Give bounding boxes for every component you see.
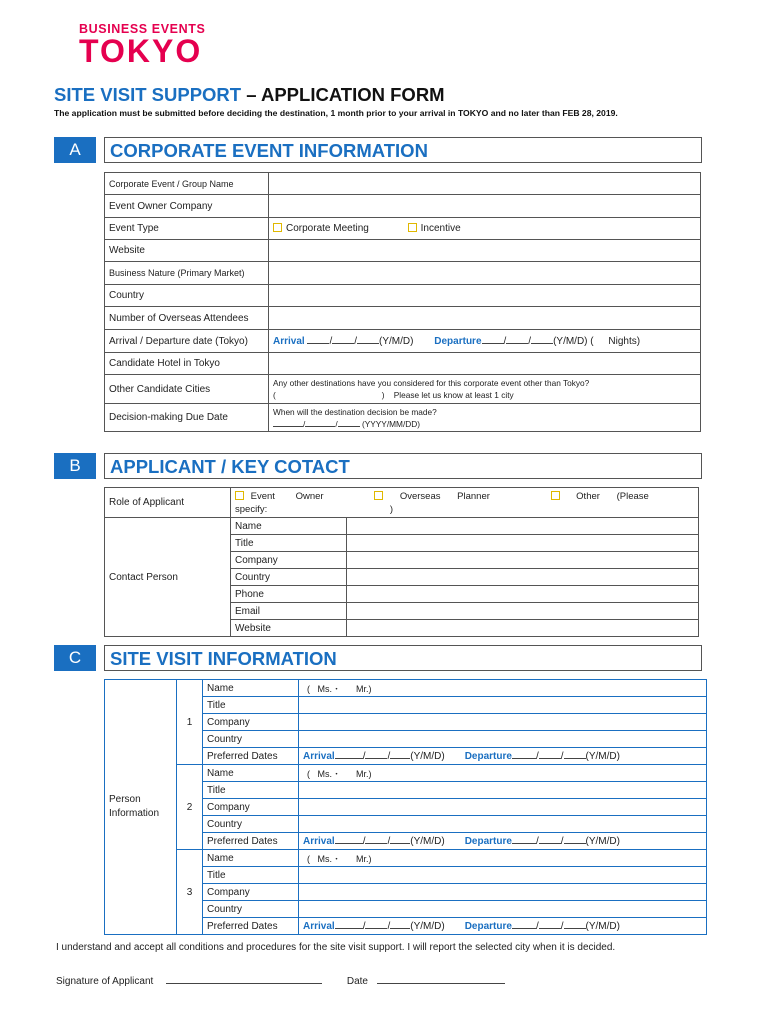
group-name-label: Corporate Event / Group Name xyxy=(105,173,269,195)
person-2-title-field[interactable] xyxy=(299,782,707,799)
contact-person-label: Contact Person xyxy=(105,518,231,637)
person-3-company-field[interactable] xyxy=(299,884,707,901)
person-2-company-field[interactable] xyxy=(299,799,707,816)
attendees-label: Number of Overseas Attendees xyxy=(105,307,269,330)
contact-website-field[interactable] xyxy=(347,620,699,637)
arrival-format: (Y/M/D) xyxy=(379,336,414,347)
role-options xyxy=(231,488,699,518)
person-2-title-label: Title xyxy=(203,782,299,799)
section-b-letter: B xyxy=(54,453,96,479)
person-3-dates-field[interactable]: Arrival / / (Y/M/D) Departure / / (Y/M/D) xyxy=(299,918,707,935)
departure-label: Departure xyxy=(434,336,482,347)
contact-company-label: Company xyxy=(231,552,347,569)
role-option2a: Overseas xyxy=(399,491,441,502)
section-c-title: SITE VISIT INFORMATION xyxy=(104,645,702,671)
person-3-dates-label: Preferred Dates xyxy=(203,918,299,935)
group-name-field[interactable] xyxy=(269,173,701,195)
person-info-label xyxy=(105,680,177,935)
hotel-label: Candidate Hotel in Tokyo xyxy=(105,353,269,375)
person-3-name-field[interactable]: ( Ms.・ Mr.) xyxy=(299,850,707,867)
event-owner-checkbox[interactable] xyxy=(235,491,244,500)
person-2-dates-label: Preferred Dates xyxy=(203,833,299,850)
person-1-company-field[interactable] xyxy=(299,714,707,731)
corporate-meeting-label: Corporate Meeting xyxy=(286,223,369,234)
person-3-number: 3 xyxy=(177,850,203,935)
decision-question: When will the destination decision be made? xyxy=(273,406,437,417)
person-1-company-label: Company xyxy=(203,714,299,731)
logo-main-text: TOKYO xyxy=(79,33,203,69)
signature-field[interactable] xyxy=(166,974,322,984)
person-info-label-line1: Person xyxy=(109,794,141,805)
contact-phone-field[interactable] xyxy=(347,586,699,603)
person-3-country-field[interactable] xyxy=(299,901,707,918)
signature-row xyxy=(56,974,505,987)
person-info-label-line2: Information xyxy=(109,808,160,819)
form-title-part2: – APPLICATION FORM xyxy=(241,84,445,105)
contact-country-field[interactable] xyxy=(347,569,699,586)
contact-title-field[interactable] xyxy=(347,535,699,552)
person-1-title-field[interactable] xyxy=(299,697,707,714)
overseas-planner-checkbox[interactable] xyxy=(374,491,383,500)
person-3-company-label: Company xyxy=(203,884,299,901)
form-title xyxy=(54,84,445,106)
role-option3b: (Please xyxy=(616,491,649,502)
departure-format: (Y/M/D) ( xyxy=(553,336,594,347)
person-3-name-label: Name xyxy=(203,850,299,867)
dates-label: Arrival / Departure date (Tokyo) xyxy=(105,330,269,353)
contact-company-field[interactable] xyxy=(347,552,699,569)
person-2-name-field[interactable]: ( Ms.・ Mr.) xyxy=(299,765,707,782)
form-title-part1: SITE VISIT SUPPORT xyxy=(54,84,242,105)
person-1-name-label: Name xyxy=(203,680,299,697)
signature-label: Signature of Applicant xyxy=(56,976,154,987)
corporate-event-table xyxy=(104,172,701,432)
contact-phone-label: Phone xyxy=(231,586,347,603)
person-3-country-label: Country xyxy=(203,901,299,918)
role-specify: specify: xyxy=(235,504,268,515)
section-a-letter: A xyxy=(54,137,96,163)
decision-field[interactable]: When will the destination decision be made? / / (YYYY/MM/DD) xyxy=(269,404,701,432)
role-option2b: Planner xyxy=(457,491,490,502)
person-2-dates-field[interactable]: Arrival / / (Y/M/D) Departure / / (Y/M/D) xyxy=(299,833,707,850)
event-type-label: Event Type xyxy=(105,218,269,240)
logo-top-text: BUSINESS EVENTS xyxy=(79,22,206,36)
corporate-meeting-checkbox[interactable] xyxy=(273,223,282,232)
decision-format: (YYYY/MM/DD) xyxy=(361,418,421,429)
date-field[interactable] xyxy=(377,974,505,984)
country-field[interactable] xyxy=(269,285,701,307)
person-1-number: 1 xyxy=(177,680,203,765)
person-1-country-label: Country xyxy=(203,731,299,748)
role-option1b: Owner xyxy=(295,491,324,502)
person-3-title-label: Title xyxy=(203,867,299,884)
person-1-dates-field[interactable]: Arrival / / (Y/M/D) Departure / / (Y/M/D) xyxy=(299,748,707,765)
person-1-title-label: Title xyxy=(203,697,299,714)
section-c-letter: C xyxy=(54,645,96,671)
decision-label: Decision-making Due Date xyxy=(105,404,269,432)
person-2-number: 2 xyxy=(177,765,203,850)
other-cities-field[interactable]: Any other destinations have you considered for this corporate event other than Tokyo? ( ) Please let us know at least 1 city xyxy=(269,375,701,404)
attendees-field[interactable] xyxy=(269,307,701,330)
submission-notice: The application must be submitted before deciding the destination, 1 month prior to your arrival in TOKYO and no later than FEB 28, 2019. xyxy=(54,108,618,118)
event-type-options xyxy=(269,218,701,240)
incentive-checkbox[interactable] xyxy=(408,223,417,232)
other-cities-hint: Please let us know at least 1 city xyxy=(393,390,514,400)
role-option1a: Event xyxy=(250,491,275,502)
date-label: Date xyxy=(346,976,368,987)
nights-label: Nights) xyxy=(608,336,641,347)
owner-company-field[interactable] xyxy=(269,195,701,218)
contact-name-field[interactable] xyxy=(347,518,699,535)
contact-email-field[interactable] xyxy=(347,603,699,620)
contact-website-label: Website xyxy=(231,620,347,637)
contact-name-label: Name xyxy=(231,518,347,535)
person-2-country-label: Country xyxy=(203,816,299,833)
country-label: Country xyxy=(105,285,269,307)
incentive-label: Incentive xyxy=(420,223,461,234)
person-3-title-field[interactable] xyxy=(299,867,707,884)
dates-field[interactable]: Arrival / / (Y/M/D) Departure / / (Y/M/D) ( Nights) xyxy=(269,330,701,353)
role-label: Role of Applicant xyxy=(105,488,231,518)
contact-title-label: Title xyxy=(231,535,347,552)
applicant-table xyxy=(104,487,699,637)
acceptance-statement: I understand and accept all conditions and procedures for the site visit support. I will report the selected city when it is decided. xyxy=(56,942,616,953)
business-nature-field[interactable] xyxy=(269,262,701,285)
hotel-field[interactable] xyxy=(269,353,701,375)
section-b-title: APPLICANT / KEY COTACT xyxy=(104,453,702,479)
person-2-name-label: Name xyxy=(203,765,299,782)
contact-email-label: Email xyxy=(231,603,347,620)
site-visit-table xyxy=(104,679,707,935)
contact-country-label: Country xyxy=(231,569,347,586)
person-1-name-field[interactable]: ( Ms.・ Mr.) xyxy=(299,680,707,697)
owner-company-label: Event Owner Company xyxy=(105,195,269,218)
website-label: Website xyxy=(105,240,269,262)
other-cities-label: Other Candidate Cities xyxy=(105,375,269,404)
other-role-checkbox[interactable] xyxy=(551,491,560,500)
role-option3a: Other xyxy=(576,491,600,502)
person-2-country-field[interactable] xyxy=(299,816,707,833)
other-cities-question: Any other destinations have you considered for this corporate event other than Tokyo? xyxy=(273,378,590,388)
section-a-title: CORPORATE EVENT INFORMATION xyxy=(104,137,702,163)
role-specify-close: ) xyxy=(389,504,394,515)
person-2-company-label: Company xyxy=(203,799,299,816)
arrival-label: Arrival xyxy=(273,336,305,347)
logo xyxy=(79,22,206,69)
business-nature-label: Business Nature (Primary Market) xyxy=(105,262,269,285)
website-field[interactable] xyxy=(269,240,701,262)
person-1-country-field[interactable] xyxy=(299,731,707,748)
person-1-dates-label: Preferred Dates xyxy=(203,748,299,765)
